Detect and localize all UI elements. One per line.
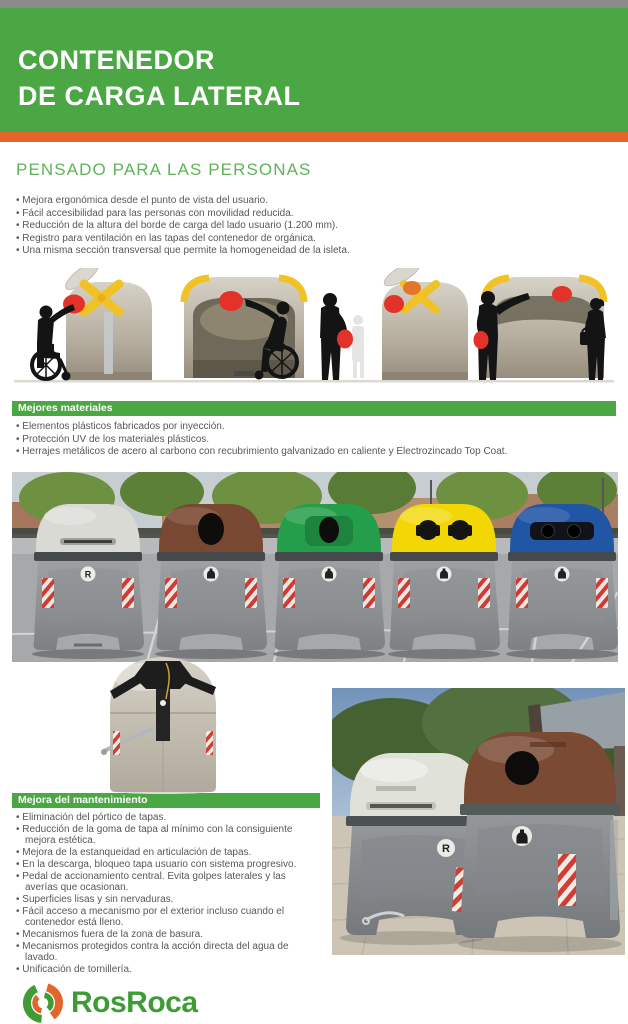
materiales-bullet-list bbox=[16, 421, 612, 459]
container-green-lid bbox=[275, 504, 385, 650]
section-banner-mantenimiento: Mejora del mantenimiento bbox=[12, 793, 320, 808]
bullet-item: • Protección UV de los materiales plásticos. bbox=[16, 434, 612, 447]
brand-logo bbox=[22, 982, 198, 1024]
container-white-lid bbox=[34, 504, 144, 650]
photo-container-mechanism bbox=[96, 651, 230, 794]
illustration-scene-wheelchair-side bbox=[32, 268, 152, 381]
photo-two-containers bbox=[332, 688, 625, 955]
bullet-item: • Mejora de la estanqueidad en articulación de tapas. bbox=[16, 847, 320, 859]
page-title bbox=[0, 8, 628, 114]
bullet-item: • Unificación de tornillería. bbox=[16, 964, 320, 976]
top-gray-strip bbox=[0, 0, 628, 8]
page-title-line2: DE CARGA LATERAL bbox=[18, 81, 301, 111]
illustration-scene-standing-side bbox=[320, 268, 468, 380]
bullet-item: • Fácil accesibilidad para las personas con movilidad reducida. bbox=[16, 208, 596, 221]
bullet-item: • Registro para ventilación en las tapas del contenedor de orgánica. bbox=[16, 233, 596, 246]
bullet-item: • Fácil acceso a mecanismo por el exterior incluso cuando el contenedor está lleno. bbox=[16, 906, 320, 929]
bullet-item: • Eliminación del pórtico de tapas. bbox=[16, 812, 320, 824]
bullet-item: • Herrajes metálicos de acero al carbono con recubrimiento galvanizado en caliente y Electrozincado Top Coat. bbox=[16, 446, 612, 459]
bullet-item: • Mecanismos fuera de la zona de basura. bbox=[16, 929, 320, 941]
bullet-item: • Mecanismos protegidos contra la acción directa del agua de lavado. bbox=[16, 941, 320, 964]
container-brown-lid bbox=[157, 504, 267, 650]
accent-bar bbox=[0, 132, 628, 142]
brand-name: RosRoca bbox=[71, 986, 198, 1019]
bullet-item: • Mejora ergonómica desde el punto de vista del usuario. bbox=[16, 195, 596, 208]
bullet-item: • Reducción de la altura del borde de carga del lado usuario (1.200 mm). bbox=[16, 220, 596, 233]
container-brown-lid bbox=[460, 732, 620, 938]
container-yellow-lid bbox=[390, 504, 500, 650]
section-banner-materiales: Mejores materiales bbox=[12, 401, 616, 416]
bullet-item: • Superficies lisas y sin nervaduras. bbox=[16, 894, 320, 906]
rosroca-logo-icon bbox=[22, 982, 64, 1024]
bullet-item: • Una misma sección transversal que permite la homogeneidad de la isleta. bbox=[16, 245, 596, 258]
badge-letter: R bbox=[84, 569, 92, 580]
container-blue-lid bbox=[508, 504, 618, 650]
personas-bullet-list bbox=[16, 195, 596, 258]
bullet-item: • Elementos plásticos fabricados por inyección. bbox=[16, 421, 612, 434]
bullet-item: • Reducción de la goma de tapa al mínimo con la consiguiente mejora estética. bbox=[16, 824, 320, 847]
illustration-scene-wheelchair-front bbox=[184, 277, 304, 380]
photo-container-lineup bbox=[12, 472, 618, 662]
bullet-item: • Pedal de accionamiento central. Evita golpes laterales y las averías que ocasionan. bbox=[16, 871, 320, 894]
mantenimiento-bullet-list bbox=[16, 812, 320, 976]
page-header bbox=[0, 8, 628, 132]
section-heading-personas: PENSADO PARA LAS PERSONAS bbox=[16, 160, 312, 179]
badge-letter: R bbox=[442, 843, 450, 855]
page-title-line1: CONTENEDOR bbox=[18, 45, 216, 75]
accessibility-illustration bbox=[14, 268, 614, 390]
bullet-item: • En la descarga, bloqueo tapa usuario con sistema progresivo. bbox=[16, 859, 320, 871]
